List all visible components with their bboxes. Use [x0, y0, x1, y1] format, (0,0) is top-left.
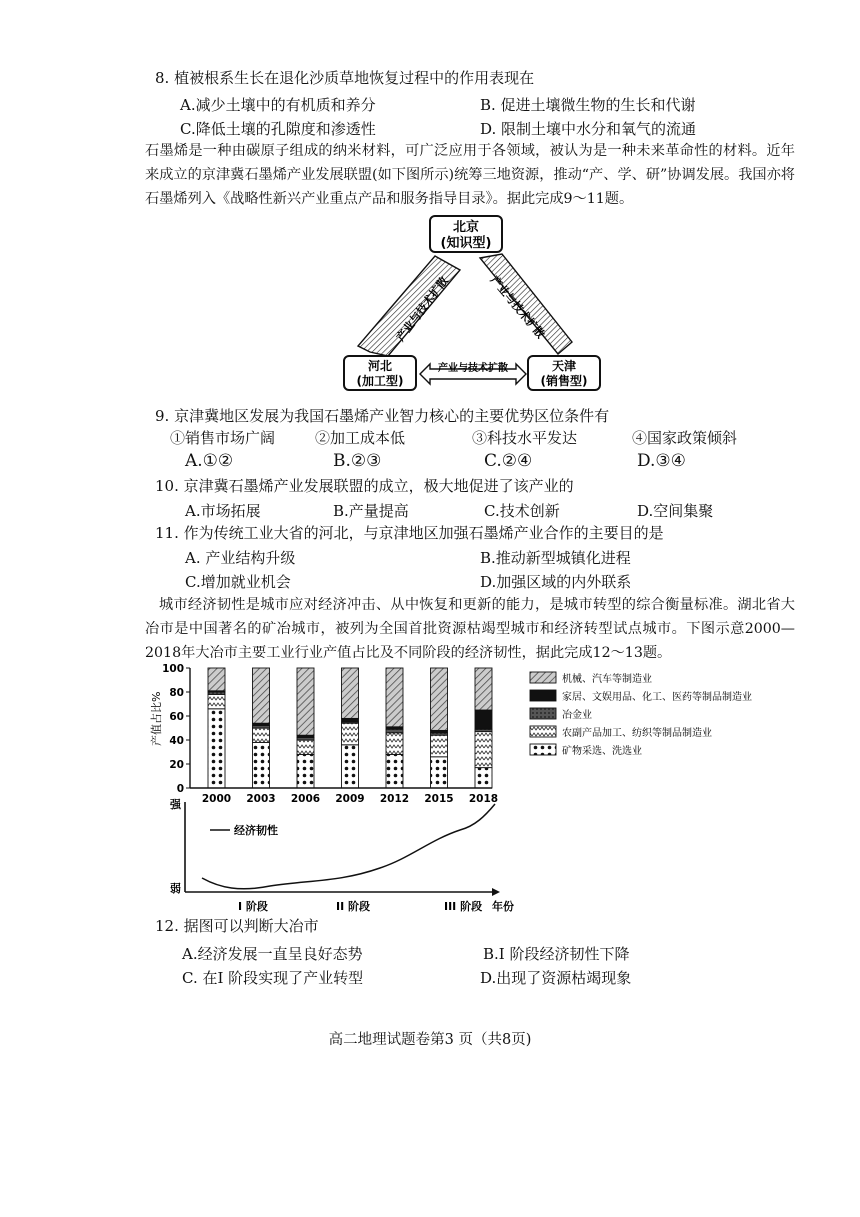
q10-stem: 10. 京津冀石墨烯产业发展联盟的成立，极大地促进了该产业的: [155, 477, 574, 495]
q11-stem: 11. 作为传统工业大省的河北，与京津地区加强石墨烯产业合作的主要目的是: [155, 524, 664, 542]
bar-segment: [431, 735, 448, 757]
resilience-weak-label: 弱: [170, 882, 181, 895]
q8-option-b: B. 促进土壤微生物的生长和代谢: [480, 96, 696, 114]
x-tick-label: 2006: [290, 793, 321, 805]
bar-segment: [475, 768, 492, 788]
bar-segment: [386, 729, 403, 733]
passage-daye: 城市经济韧性是城市应对经济冲击、从中恢复和更新的能力，是城市转型的综合衡量标准。湖北省大冶市是中国著名的矿冶城市，被列为全国首批资源枯竭型城市和经济转型试点城市。下图示意2000—2018年大冶市主要工业行业产值占比及不同阶段的经济韧性，据此完成12～13题。: [145, 597, 795, 661]
graphene-alliance-diagram: [340, 214, 620, 394]
bar-segment: [253, 668, 270, 723]
q12-option-d: D.出现了资源枯竭现象: [480, 969, 632, 987]
hebei-label: 河北: [367, 359, 393, 373]
x-tick-label: 2012: [379, 793, 410, 805]
q10-option-b: B.产量提高: [333, 502, 409, 520]
y-tick-label: 40: [169, 735, 184, 747]
resilience-x-arrow: [492, 888, 500, 896]
resilience-curve: [202, 804, 495, 889]
q8-option-a: A.减少土壤中的有机质和养分: [180, 96, 376, 114]
q9-stem: 9. 京津冀地区发展为我国石墨烯产业智力核心的主要优势区位条件有: [155, 407, 610, 425]
industry-share-chart: [140, 660, 780, 915]
resilience-strong-label: 强: [170, 798, 181, 811]
y-tick-label: 0: [176, 783, 184, 795]
q12-option-c: C. 在I 阶段实现了产业转型: [182, 969, 364, 987]
legend-label: 机械、汽车等制造业: [562, 674, 652, 685]
q10-option-a: A.市场拓展: [185, 502, 261, 520]
arrow-beijing-tianjin: [480, 254, 572, 354]
bar-segment: [431, 757, 448, 788]
y-tick-label: 80: [169, 687, 184, 699]
bar-segment: [253, 742, 270, 788]
beijing-type: (知识型): [440, 236, 492, 251]
arrow-label-left: 产业与技术扩散: [394, 274, 451, 344]
bar-segment: [208, 668, 225, 691]
tianjin-label: 天津: [551, 359, 577, 373]
bar-segment: [208, 694, 225, 708]
page-footer: 高二地理试题卷第3 页（共8页): [328, 1032, 532, 1048]
q8-option-d: D. 限制土壤中水分和氧气的流通: [480, 120, 697, 138]
legend-label: 农副产品加工、纺织等制品制造业: [562, 728, 712, 739]
x-axis-year-label: 年份: [492, 900, 514, 913]
legend-label: 冶金业: [562, 710, 592, 721]
y-tick-label: 100: [162, 663, 184, 675]
bar-segment: [386, 754, 403, 788]
stage-1-label: I 阶段: [238, 900, 268, 913]
legend-swatch: [530, 708, 556, 719]
q9-option-b: B.②③: [333, 451, 382, 471]
hebei-type: (加工型): [356, 374, 404, 388]
x-tick-label: 2003: [246, 793, 276, 805]
q8-option-c: C.降低土壤的孔隙度和渗透性: [180, 120, 376, 138]
bar-segment: [297, 754, 314, 788]
bar-segment: [386, 733, 403, 755]
q9-option-d: D.③④: [637, 451, 686, 471]
bar-segment: [342, 718, 359, 722]
arrow-label-bottom: 产业与技术扩散: [438, 363, 508, 374]
q11-option-c: C.增加就业机会: [185, 573, 291, 591]
q10-option-c: C.技术创新: [484, 502, 560, 520]
q9-option-c: C.②④: [484, 451, 533, 471]
q9-item-3: ③科技水平发达: [472, 429, 578, 447]
x-tick-label: 2015: [424, 793, 454, 805]
q12-option-b: B.I 阶段经济韧性下降: [483, 945, 630, 963]
beijing-label: 北京: [452, 220, 480, 235]
bar-segment: [253, 728, 270, 742]
bar-segment: [208, 709, 225, 788]
legend-swatch: [530, 726, 556, 737]
bar-segment: [431, 668, 448, 730]
arrow-beijing-hebei: [358, 256, 460, 356]
q10-option-d: D.空间集聚: [637, 502, 714, 520]
bar-segment: [475, 732, 492, 768]
bar-segment: [297, 668, 314, 735]
q9-option-a: A.①②: [185, 451, 234, 471]
arrow-label-right: 产业与技术扩散: [487, 273, 548, 341]
bar-segment: [475, 710, 492, 729]
legend-swatch: [530, 690, 556, 701]
legend-label: 家居、文娱用品、化工、医药等制品制造业: [562, 692, 752, 703]
q11-option-b: B.推动新型城镇化进程: [480, 549, 631, 567]
legend-swatch: [530, 672, 556, 683]
passage-graphene: 石墨烯是一种由碳原子组成的纳米材料，可广泛应用于各领域，被认为是一种未来革命性的材料。近年来成立的京津冀石墨烯产业发展联盟(如下图所示)统筹三地资源，推动“产、学、研”协调发展。我国亦将石墨烯列入《战略性新兴产业重点产品和服务指导目录》。据此完成9～11题。: [145, 143, 795, 207]
y-axis-label: 产值占比%: [150, 691, 163, 746]
legend-swatch: [530, 744, 556, 755]
q12-option-a: A.经济发展一直呈良好态势: [182, 945, 363, 963]
q8-stem: 8. 植被根系生长在退化沙质草地恢复过程中的作用表现在: [155, 69, 535, 87]
tianjin-type: (销售型): [540, 374, 588, 388]
q9-item-4: ④国家政策倾斜: [632, 429, 738, 447]
q9-item-2: ②加工成本低: [315, 429, 406, 447]
bar-segment: [475, 668, 492, 710]
legend-label: 矿物采选、洗选业: [562, 746, 642, 757]
stage-2-label: II 阶段: [336, 900, 371, 913]
y-tick-label: 60: [169, 711, 184, 723]
stage-3-label: III 阶段: [444, 900, 483, 913]
bar-segment: [386, 668, 403, 727]
bar-segment: [342, 723, 359, 745]
bar-segment: [297, 740, 314, 754]
bar-segment: [342, 745, 359, 788]
x-tick-label: 2000: [201, 793, 232, 805]
q9-item-1: ①销售市场广阔: [170, 429, 276, 447]
x-tick-label: 2009: [335, 793, 365, 805]
x-tick-label: 2018: [468, 793, 499, 805]
resilience-legend-label: 经济韧性: [234, 824, 278, 837]
q11-option-d: D.加强区域的内外联系: [480, 573, 632, 591]
y-tick-label: 20: [169, 759, 184, 771]
q12-stem: 12. 据图可以判断大冶市: [155, 917, 319, 935]
bar-segment: [342, 668, 359, 718]
q11-option-a: A. 产业结构升级: [185, 549, 296, 567]
